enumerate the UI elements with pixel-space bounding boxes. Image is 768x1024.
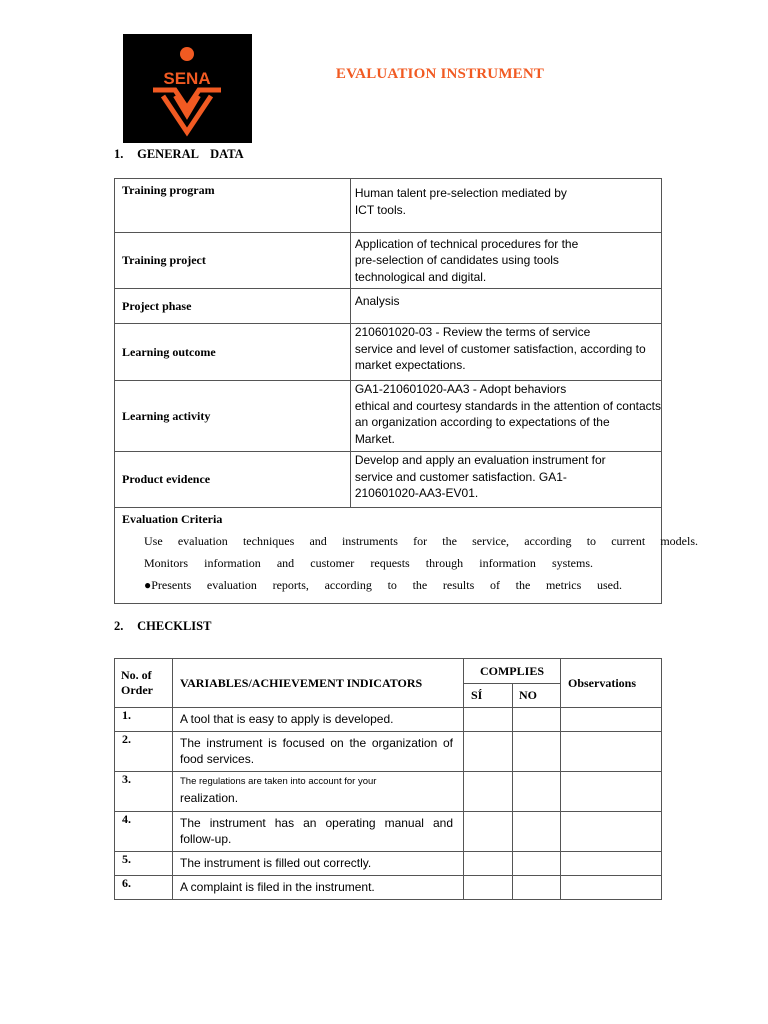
criteria-word: evaluation (206, 578, 257, 592)
criteria-word: current (611, 534, 646, 548)
criteria-word: of (489, 578, 500, 592)
criteria-word: used. (596, 578, 622, 592)
row-value (350, 179, 661, 233)
table-row (115, 708, 662, 732)
criteria-title: Evaluation Criteria (122, 512, 223, 526)
indicator-text: The instrument is focused on the organization of food services. (173, 732, 464, 772)
observations-cell[interactable] (561, 852, 662, 876)
si-checkbox-cell[interactable] (464, 876, 513, 900)
section-heading-general-data (114, 147, 244, 162)
indicator-text: The instrument is filled out correctly. (173, 852, 464, 876)
criteria-word: techniques (242, 534, 295, 548)
table-row (115, 812, 662, 852)
criteria-item (122, 556, 593, 571)
observations-cell[interactable] (561, 708, 662, 732)
criteria-word: according (324, 578, 372, 592)
row-value (350, 452, 661, 508)
value-line: service and level of customer satisfaction, according to (354, 341, 646, 356)
criteria-word: ●Presents (144, 578, 192, 592)
criteria-word: Use (144, 534, 163, 548)
table-row (115, 381, 662, 452)
order-number: 2. (115, 732, 173, 772)
criteria-word: to (586, 534, 597, 548)
observations-cell[interactable] (561, 732, 662, 772)
criteria-word: service, (472, 534, 510, 548)
criteria-word: the (412, 578, 428, 592)
indicator-text: The instrument has an operating manual and follow-up. (173, 812, 464, 852)
sena-logo-graphic (123, 34, 252, 143)
si-checkbox-cell[interactable] (464, 812, 513, 852)
criteria-word: metrics (545, 578, 582, 592)
col-header-order (115, 659, 173, 708)
indicator-text-cont: realization. (180, 791, 239, 805)
table-row (115, 852, 662, 876)
table-row (115, 732, 662, 772)
indicator-text: A complaint is filed in the instrument. (173, 876, 464, 900)
criteria-row (115, 508, 662, 604)
value-line: Human talent pre-selection mediated by (354, 186, 567, 200)
order-header-line1: No. of (121, 668, 152, 682)
no-checkbox-cell[interactable] (513, 812, 561, 852)
value-line: ethical and courtesy standards in the attention of contacts (354, 398, 661, 413)
section-word: GENERAL (137, 147, 199, 161)
criteria-word: systems. (551, 556, 593, 570)
observations-cell[interactable] (561, 812, 662, 852)
sena-logo (123, 34, 252, 143)
observations-cell[interactable] (561, 876, 662, 900)
row-label: Learning activity (115, 381, 351, 452)
si-checkbox-cell[interactable] (464, 852, 513, 876)
criteria-word: and (309, 534, 327, 548)
row-label: Product evidence (115, 452, 351, 508)
row-label: Training program (115, 179, 351, 233)
indicator-text (173, 772, 464, 812)
col-header-observations: Observations (561, 659, 662, 708)
row-value (350, 381, 661, 452)
value-line: service and customer satisfaction. GA1- (354, 469, 567, 484)
criteria-word: for (413, 534, 428, 548)
criteria-item (122, 534, 698, 549)
criteria-word: evaluation (177, 534, 228, 548)
table-row (115, 233, 662, 289)
row-label: Training project (115, 233, 351, 289)
observations-cell[interactable] (561, 772, 662, 812)
value-line: 210601020-AA3-EV01. (354, 486, 479, 500)
table-row (115, 876, 662, 900)
no-checkbox-cell[interactable] (513, 708, 561, 732)
section-word: DATA (210, 147, 244, 161)
col-header-si: SÍ (464, 684, 513, 708)
section-number: 2. (114, 619, 124, 633)
criteria-word: and (276, 556, 295, 570)
row-label: Project phase (115, 289, 351, 324)
criteria-item (122, 578, 622, 593)
criteria-word: Monitors (144, 556, 189, 570)
value-line: pre-selection of candidates using tools (354, 253, 559, 268)
no-checkbox-cell[interactable] (513, 732, 561, 772)
table-row (115, 452, 662, 508)
general-data-table (114, 178, 698, 604)
value-line: market expectations. (354, 358, 466, 372)
document-title: EVALUATION INSTRUMENT (335, 66, 545, 82)
header-row (115, 659, 662, 684)
value-line: Application of technical procedures for the (354, 236, 579, 251)
criteria-word: through (425, 556, 464, 570)
col-header-no: NO (513, 684, 561, 708)
row-value (350, 233, 661, 289)
order-number: 3. (115, 772, 173, 812)
criteria-word: customer (310, 556, 355, 570)
criteria-word: requests (370, 556, 410, 570)
value-line: Develop and apply an evaluation instrument for (354, 453, 606, 467)
order-number: 1. (115, 708, 173, 732)
criteria-word: results (442, 578, 475, 592)
section-number: 1. (114, 147, 124, 161)
evaluation-criteria (115, 508, 698, 604)
no-checkbox-cell[interactable] (513, 772, 561, 812)
row-value (350, 324, 661, 381)
value-line: technological and digital. (354, 269, 487, 284)
indicator-text: A tool that is easy to apply is developed. (173, 708, 464, 732)
value-line: Market. (354, 431, 395, 446)
logo-text: SENA (163, 69, 211, 88)
value-line: GA1-210601020-AA3 - Adopt behaviors (354, 382, 567, 396)
order-number: 5. (115, 852, 173, 876)
col-header-complies: COMPLIES (464, 659, 561, 684)
criteria-word: according (524, 534, 572, 548)
order-header-line2: Order (121, 683, 153, 697)
criteria-word: information (479, 556, 536, 570)
order-number: 4. (115, 812, 173, 852)
value-line: an organization according to expectations of the (354, 415, 610, 429)
value-line: 210601020-03 - Review the terms of service (354, 325, 591, 339)
criteria-word: the (442, 534, 457, 548)
value-line: ICT tools. (354, 202, 406, 217)
checklist-table (114, 658, 662, 900)
order-number: 6. (115, 876, 173, 900)
criteria-word: information (204, 556, 261, 570)
no-checkbox-cell[interactable] (513, 876, 561, 900)
criteria-word: reports, (272, 578, 309, 592)
indicator-text-small: The regulations are taken into account for your (180, 776, 377, 787)
section-word: CHECKLIST (137, 619, 212, 633)
si-checkbox-cell[interactable] (464, 772, 513, 812)
section-heading-checklist (114, 619, 211, 634)
no-checkbox-cell[interactable] (513, 852, 561, 876)
criteria-word: to (387, 578, 397, 592)
si-checkbox-cell[interactable] (464, 708, 513, 732)
row-value: Analysis (350, 289, 661, 324)
table-row (115, 324, 662, 381)
table-row (115, 772, 662, 812)
col-header-indicators: VARIABLES/ACHIEVEMENT INDICATORS (173, 659, 464, 708)
criteria-word: models. (660, 534, 698, 548)
criteria-word: instruments (341, 534, 398, 548)
table-row (115, 289, 662, 324)
si-checkbox-cell[interactable] (464, 732, 513, 772)
row-label: Learning outcome (115, 324, 351, 381)
table-row (115, 179, 662, 233)
criteria-word: the (515, 578, 531, 592)
